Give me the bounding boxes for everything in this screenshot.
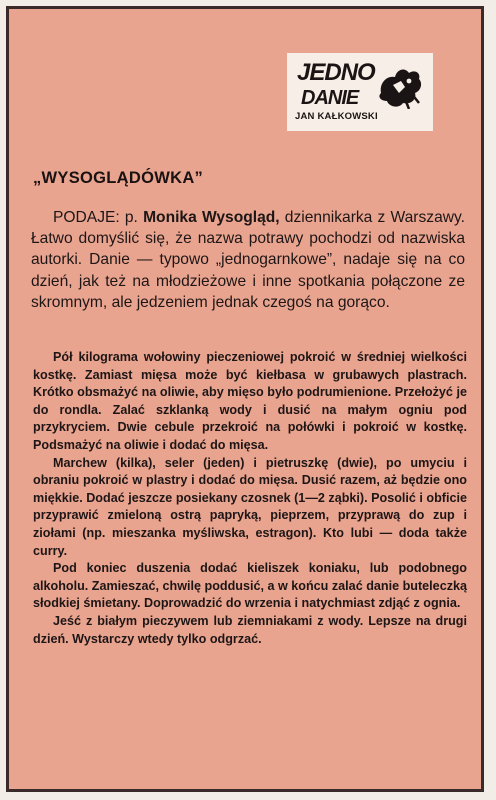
newspaper-clipping	[6, 6, 484, 792]
recipe-paragraph: Pół kilograma wołowiny pieczeniowej pokroić w średniej wielkości kostkę. Zamiast mięsa może być kiełbasa w grubawych plastrach. Krótko obsmażyć na oliwie, aby mięso było podrumienione. Przełożyć je do rondla. Zalać szklanką wody i dusić na małym ogniu pod przykryciem. Dwie cebule przekroić na połówki i pokroić w kostkę. Podsmażyć na oliwie i dodać do mięsa.	[33, 350, 467, 452]
recipe-paragraph: Jeść z białym pieczywem lub ziemniakami z wody. Lepsze na drugi dzień. Wystarczy wtedy tylko odgrzać.	[33, 613, 467, 646]
logo-word-danie: DANIE	[301, 87, 359, 109]
intro-text: dziennikarka z Warszawy. Łatwo domyślić się, że nazwa potrawy pochodzi od nazwiska autorki. Danie — typowo „jednogarnkowe”, nadaje się na co dzień, jak też na młodzieżowe i inne spotkania połączone ze skromnym, ale jedzeniem jednak czegoś na gorąco.	[31, 209, 465, 311]
column-logo	[287, 53, 433, 131]
recipe-body	[33, 349, 467, 648]
recipe-paragraph: Pod koniec duszenia dodać kieliszek koniaku, lub podobnego alkoholu. Zamieszać, chwilę poddusić, a w końcu zalać danie buteleczką słodkiej śmietany. Doprowadzić do wrzenia i natychmiast zdjąć z ognia.	[33, 561, 467, 611]
article-title: „WYSOGLĄDÓWKA”	[33, 169, 204, 187]
logo-author-name: JAN KAŁKOWSKI	[295, 111, 378, 122]
recipe-paragraph: Marchew (kilka), seler (jeden) i pietruszkę (dwie), po umyciu i obraniu pokroić w plastry i dodać do mięsa. Dusić razem, aż będzie ono miękkie. Dodać jeszcze posiekany czosnek (1—2 ząbki). Posolić i obficie przyprawić zmieloną ostrą papryką, pieprzem, przyprawą do zup i ziołami (np. mieszanka myśliwska, estragon). Kto lubi — doda także curry.	[33, 455, 467, 558]
rooster-icon	[371, 63, 425, 109]
author-name: Monika Wysogląd,	[143, 209, 280, 226]
intro-prefix: PODAJE: p.	[53, 209, 144, 226]
intro-paragraph	[31, 207, 465, 313]
article-intro	[31, 207, 465, 313]
logo-word-jedno: JEDNO	[297, 59, 375, 86]
